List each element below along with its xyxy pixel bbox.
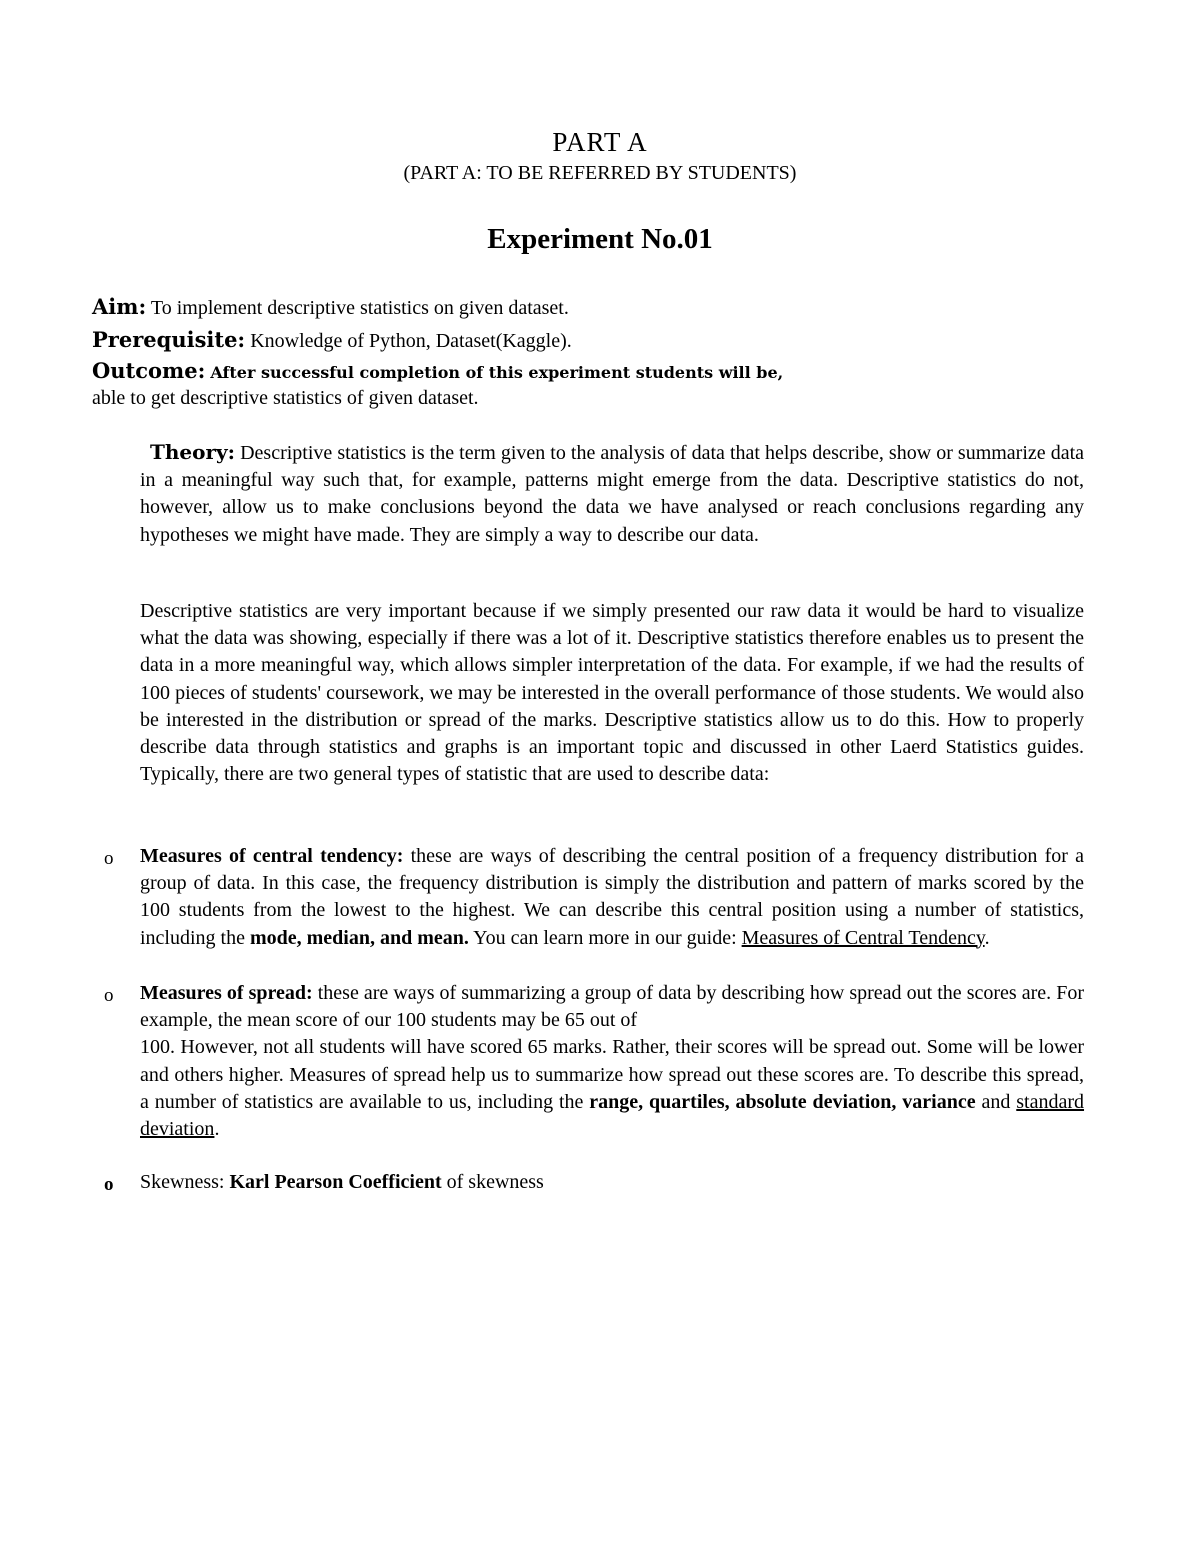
spread-end: . [214, 1118, 220, 1141]
aim-text: To implement descriptive statistics on given dataset. [150, 297, 569, 319]
part-title: PART A [552, 127, 648, 157]
bullet-marker: o [104, 1174, 114, 1195]
central-tendency-more: You can learn more in our guide: [473, 926, 737, 949]
prerequisite-label: Prerequisite: [92, 327, 246, 352]
spread-text-1: these are ways of summarizing a group of data by describing how spread out the scores are. For example, the mean score of our 100 students may be 65 out of [140, 982, 1085, 1032]
list-item-central-tendency [140, 843, 1084, 952]
spread-label: Measures of spread: [140, 982, 313, 1004]
list-item-skewness [140, 1169, 1084, 1196]
experiment-title: Experiment No.01 [487, 223, 713, 255]
standard-deviation-link[interactable]: standard deviation [140, 1090, 1085, 1141]
bullet-marker: o [104, 848, 114, 869]
outcome-label: Outcome: [92, 358, 206, 383]
measures-of-central-tendency-link[interactable]: Measures of Central Tendency [741, 926, 985, 949]
spread-and: and [981, 1090, 1011, 1113]
skewness-terms: Karl Pearson Coefficient [229, 1171, 442, 1193]
outcome-line [92, 358, 783, 384]
theory-label: Theory: [150, 440, 236, 464]
theory-paragraph-2: Descriptive statistics are very important because if we simply presented our raw data it would be hard to visualize what the data was showing, especially if there was a lot of it. Descriptive statistics therefore enables us to present the data in a more meaningful way, which allows simpler interpretation of the data. For example, if we had the results of 100 pieces of students' coursework, we may be interested in the overall performance of those students. We would also be interested in the distribution or spread of the marks. Descriptive statistics allow us to do this. How to properly describe data through statistics and graphs is an important topic and discussed in other Laerd Statistics guides. Typically, there are two general types of statistic that are used to describe data: [140, 600, 1084, 786]
list-item-spread [140, 980, 1084, 1143]
prerequisite-line [92, 327, 572, 353]
skewness-label: Skewness: [140, 1171, 225, 1193]
bullet-marker: o [104, 985, 114, 1006]
theory-paragraph-1 [140, 439, 1084, 549]
central-tendency-terms: mode, median, and mean. [249, 926, 469, 949]
central-tendency-end: . [984, 926, 990, 949]
spread-terms: range, quartiles, absolute deviation, variance [589, 1090, 976, 1113]
part-subtitle: (PART A: TO BE REFERRED BY STUDENTS) [403, 162, 797, 184]
skewness-text: of skewness [446, 1171, 544, 1193]
central-tendency-label: Measures of central tendency: [140, 845, 404, 867]
central-tendency-text: these are ways of describing the central position of a frequency distribution for a group of data. In this case, the frequency distribution is simply the distribution and pattern of marks scored by the 100 students from the lowest to the highest. We can describe this central position using a number of statistics, including the [140, 845, 1084, 949]
theory-text-1: Descriptive statistics is the term given to the analysis of data that helps describe, show or summarize data in a meaningful way such that, for example, patterns might emerge from the data. Descriptive statistics do not, however, allow us to make conclusions beyond the data we have analysed or reach conclusions regarding any hypotheses we might have made. They are simply a way to describe our data. [140, 442, 1085, 546]
prerequisite-text: Knowledge of Python, Dataset(Kaggle). [250, 330, 572, 352]
outcome-continued: able to get descriptive statistics of given dataset. [92, 387, 479, 409]
outcome-bold-text: After successful completion of this experiment students will be, [210, 363, 784, 382]
aim-label: Aim: [92, 294, 147, 319]
aim-line [92, 294, 569, 320]
spread-text-2: 100. However, not all students will have scored 65 marks. Rather, their scores will be spread out. Some will be lower and others higher. Measures of spread help us to summarize how spread out these scores are. To describe this spread, a number of statistics are available to us, including the [140, 1036, 1084, 1113]
